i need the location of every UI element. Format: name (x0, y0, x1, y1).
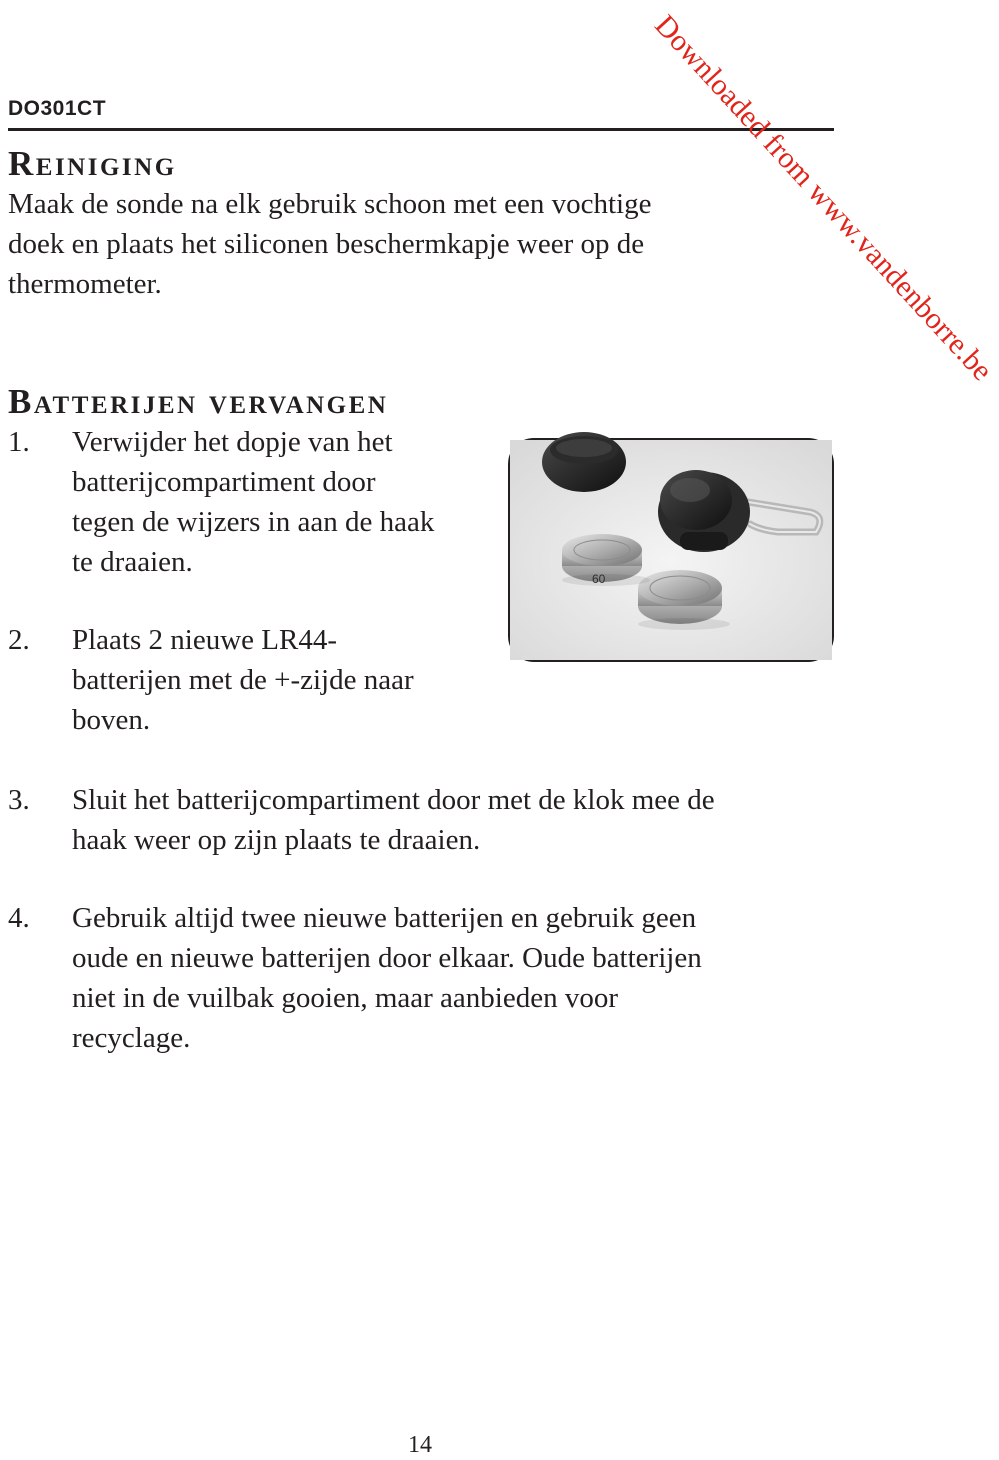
battery-photo-illustration (510, 440, 832, 660)
cleaning-text (8, 184, 651, 304)
step-line: Sluit het batterijcompartiment door met de klok mee de (72, 784, 715, 816)
step-line: tegen de wijzers in aan de haak (72, 506, 435, 538)
step-text (72, 898, 702, 1058)
step-line: oude en nieuwe batterijen door elkaar. Oude batterijen (72, 942, 702, 974)
model-number: DO301CT (8, 97, 107, 120)
cleaning-line: Maak de sonde na elk gebruik schoon met een vochtige (8, 188, 652, 220)
step-text (72, 780, 715, 860)
coin-label: 60 (592, 572, 606, 586)
step-number: 1. (8, 426, 30, 458)
step-line: te draaien. (72, 546, 193, 578)
page-number: 14 (408, 1432, 432, 1458)
step-number: 4. (8, 902, 30, 934)
step-text (72, 422, 434, 582)
step-line: recyclage. (72, 1022, 191, 1054)
cleaning-line: doek en plaats het siliconen beschermkapje weer op de (8, 228, 645, 260)
cleaning-line: thermometer. (8, 268, 162, 300)
step-line: batterijcompartiment door (72, 466, 376, 498)
step-text (72, 620, 414, 740)
step-line: Gebruik altijd twee nieuwe batterijen en gebruik geen (72, 902, 697, 934)
battery-photo (508, 438, 834, 662)
watermark: Downloaded from www.vandenborre.be (648, 8, 999, 388)
cleaning-heading: Reiniging (8, 144, 177, 183)
step-line: boven. (72, 704, 151, 736)
step-line: Verwijder het dopje van het (72, 426, 393, 458)
batteries-heading: Batterijen vervangen (8, 382, 389, 421)
header-rule (8, 128, 834, 131)
step-line: Plaats 2 nieuwe LR44- (72, 624, 337, 656)
step-line: niet in de vuilbak gooien, maar aanbieden voor (72, 982, 618, 1014)
step-line: batterijen met de +-zijde naar (72, 664, 414, 696)
step-number: 3. (8, 784, 30, 816)
step-number: 2. (8, 624, 30, 656)
step-line: haak weer op zijn plaats te draaien. (72, 824, 481, 856)
